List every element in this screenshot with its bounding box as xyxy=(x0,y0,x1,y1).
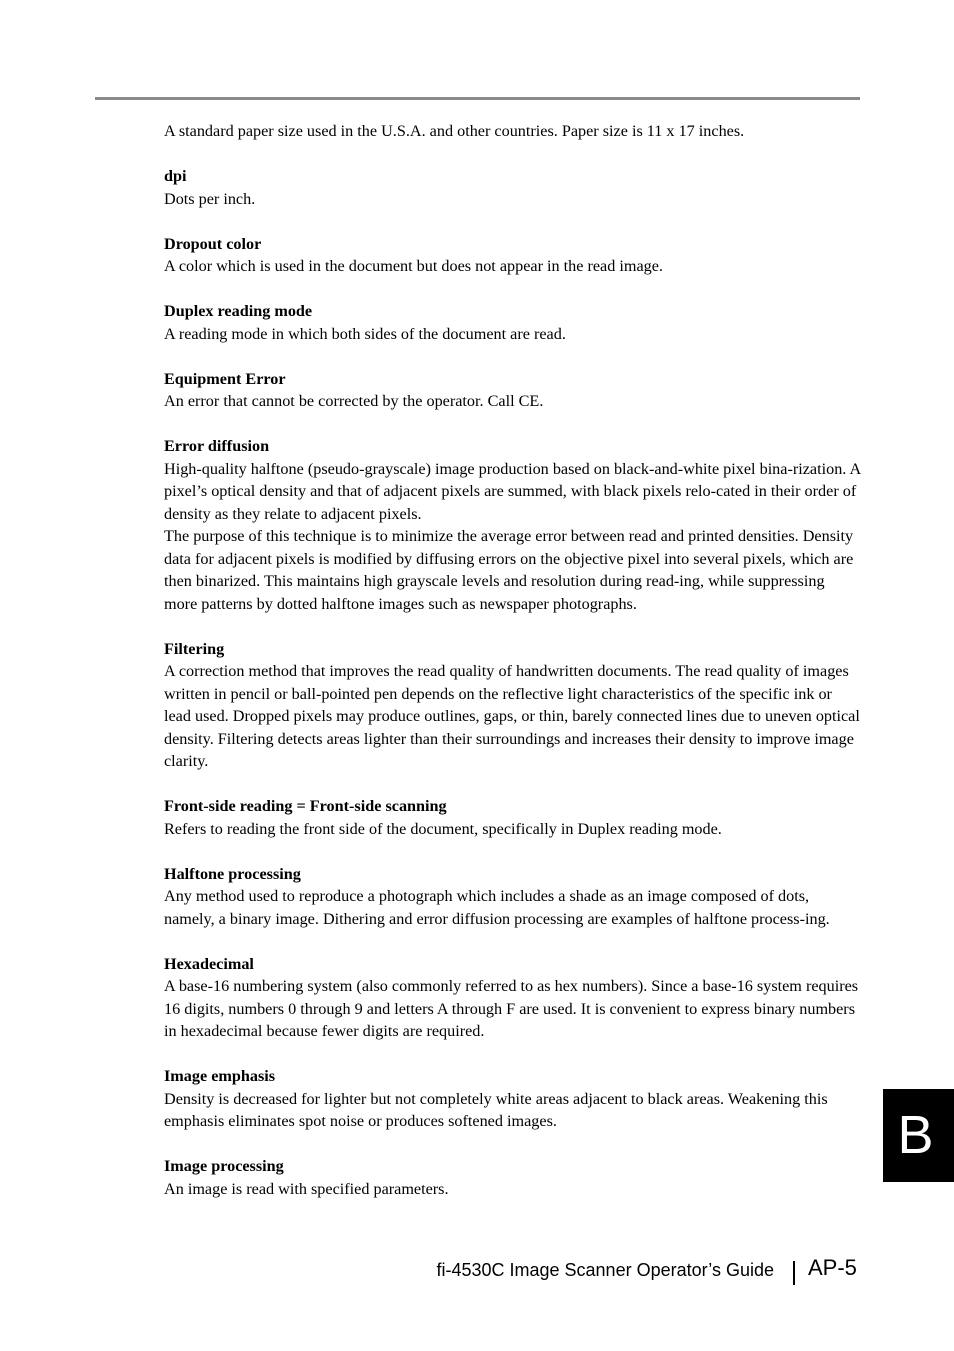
glossary-term: Hexadecimal xyxy=(164,954,254,973)
glossary-entry-image-emphasis xyxy=(164,1065,861,1133)
glossary-term: dpi xyxy=(164,167,187,185)
glossary-entry-hexadecimal xyxy=(164,953,861,1043)
glossary-definition: Refers to reading the front side of the document, specifically in Duplex reading mode. xyxy=(164,819,722,838)
glossary-definition: Dots per inch. xyxy=(164,189,256,208)
glossary-entry-error-diffusion xyxy=(164,435,861,615)
glossary-body xyxy=(164,120,861,1200)
glossary-definition: High-quality halftone (pseudo-grayscale) image production based on black-and-white pixel bina-rization. A pixel’s optical density and that of adjacent pixels are summed, with black pixels relo-cated in their order of density as they relate to adjacent pixels. xyxy=(164,459,861,523)
glossary-definition: An error that cannot be corrected by the operator. Call CE. xyxy=(164,392,544,410)
glossary-term: Image emphasis xyxy=(164,1067,276,1085)
glossary-definition: The purpose of this technique is to minimize the average error between read and printed densities. Density data for adjacent pixels is modified by diffusing errors on the objective pixel into several pixels, which are then binarized. This maintains high grayscale levels and resolution during read-ing, while suppressing more patterns by dotted halftone images such as newspaper photographs. xyxy=(164,527,854,613)
glossary-term: Duplex reading mode xyxy=(164,302,313,320)
glossary-entry-halftone-processing xyxy=(164,863,861,931)
glossary-entry-dpi xyxy=(164,165,861,210)
glossary-term: Equipment Error xyxy=(164,369,286,388)
glossary-term: Front-side reading = Front-side scanning xyxy=(164,797,447,815)
footer-divider xyxy=(793,1261,795,1285)
glossary-term: Error diffusion xyxy=(164,437,270,455)
glossary-definition: Density is decreased for lighter but not completely white areas adjacent to black areas. Weakening this emphasis eliminates spot noise or produces softened images. xyxy=(164,1089,828,1130)
page-number: AP-5 xyxy=(808,1255,857,1280)
glossary-entry-front-side-reading xyxy=(164,795,861,840)
glossary-term: Image processing xyxy=(164,1157,284,1175)
glossary-term: Halftone processing xyxy=(164,864,301,883)
glossary-entry-image-processing xyxy=(164,1155,861,1200)
intro-paragraph: A standard paper size used in the U.S.A. and other countries. Paper size is 11 x 17 inches. xyxy=(164,122,745,140)
glossary-entry-filtering xyxy=(164,638,861,773)
footer-guide-title: fi-4530C Image Scanner Operator’s Guide xyxy=(436,1260,774,1280)
glossary-definition: A color which is used in the document but does not appear in the read image. xyxy=(164,257,663,275)
glossary-entry-dropout-color xyxy=(164,233,861,278)
glossary-term: Filtering xyxy=(164,639,225,658)
glossary-definition: Any method used to reproduce a photograph which includes a shade as an image composed of dots, namely, a binary image. Dithering and error diffusion processing are examples of halftone process-ing. xyxy=(164,887,830,928)
glossary-definition: A reading mode in which both sides of the document are read. xyxy=(164,324,566,343)
glossary-definition: An image is read with specified parameters. xyxy=(164,1179,449,1198)
appendix-tab: B xyxy=(883,1089,954,1182)
glossary-entry-equipment-error xyxy=(164,368,861,413)
header-rule xyxy=(95,97,860,100)
glossary-definition: A correction method that improves the read quality of handwritten documents. The read quality of images written in pencil or ball-pointed pen depends on the reflective light characteristics of the specific ink or lead used. Dropped pixels may produce outlines, gaps, or thin, barely connected lines due to uneven optical density. Filtering detects areas lighter than their surroundings and increases their density to improve image clarity. xyxy=(164,662,860,770)
glossary-definition: A base-16 numbering system (also commonly referred to as hex numbers). Since a base-16 system requires 16 digits, numbers 0 through 9 and letters A through F are used. It is convenient to express binary numbers in hexadecimal because fewer digits are required. xyxy=(164,977,859,1040)
glossary-entry-duplex-reading-mode xyxy=(164,300,861,345)
glossary-term: Dropout color xyxy=(164,234,262,253)
